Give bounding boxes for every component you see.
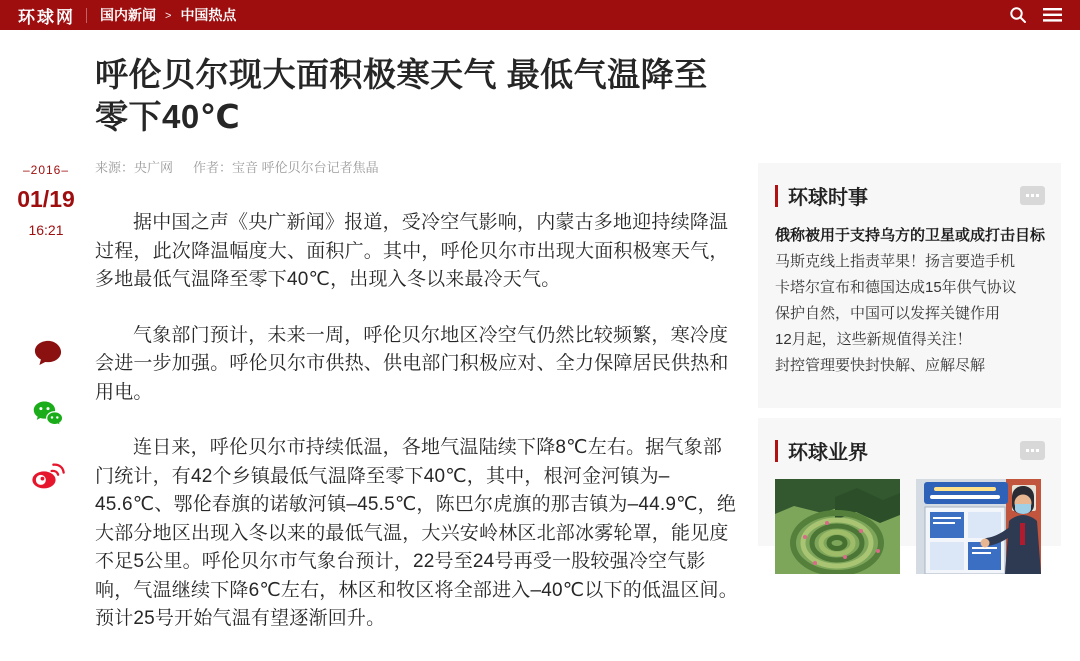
industry-card-title: 环球业界 bbox=[788, 442, 868, 464]
news-card-title: 环球时事 bbox=[788, 187, 868, 209]
article-meta bbox=[95, 157, 741, 176]
article-source: 来源：央广网 bbox=[95, 160, 174, 175]
breadcrumb-current-link[interactable]: 中国热点 bbox=[180, 7, 237, 23]
news-headline-link[interactable]: 卡塔尔宣布和德国达成15年供气协议 bbox=[775, 279, 1017, 296]
sidebar-industry-card bbox=[758, 418, 1061, 546]
more-icon[interactable] bbox=[1020, 441, 1045, 460]
breadcrumb bbox=[100, 5, 236, 25]
top-navigation-bar bbox=[0, 0, 1080, 30]
article bbox=[95, 30, 741, 661]
weibo-icon[interactable] bbox=[31, 458, 65, 492]
comment-icon[interactable] bbox=[31, 336, 65, 370]
more-icon[interactable] bbox=[1020, 186, 1045, 205]
news-headline-link[interactable]: 俄称被用于支持乌方的卫星或成打击目标 bbox=[775, 227, 1045, 244]
article-paragraph: 气象部门预计，未来一周，呼伦贝尔地区冷空气仍然比较频繁，寒冷度会进一步加强。呼伦贝尔市供热、供电部门积极应对、全力保障居民供热和用电。 bbox=[95, 324, 729, 403]
publish-day: 01/19 bbox=[17, 186, 75, 212]
header-divider bbox=[86, 8, 87, 23]
search-icon[interactable] bbox=[1009, 6, 1027, 24]
breadcrumb-separator: > bbox=[165, 10, 172, 22]
promo-board-photo[interactable] bbox=[916, 479, 1041, 574]
sidebar-news-card bbox=[758, 163, 1061, 408]
share-rail bbox=[30, 336, 66, 492]
publish-time: 16:21 bbox=[28, 222, 64, 238]
accent-bar bbox=[775, 440, 778, 462]
article-title: 呼伦贝尔现大面积极寒天气 最低气温降至零下40℃ bbox=[95, 56, 708, 135]
news-headline-link[interactable]: 12月起，这些新规值得关注！ bbox=[775, 331, 972, 348]
tea-terraces-photo[interactable] bbox=[775, 479, 900, 574]
news-list bbox=[775, 223, 1045, 379]
article-paragraph: 连日来，呼伦贝尔市持续低温，各地气温陆续下降8℃左右。据气象部门统计，有42个乡镇最低气温降至零下40℃，其中，根河金河镇为–45.6℃、鄂伦春旗的诺敏河镇–45.5℃，陈巴尔虎旗的那吉镇为–44.9℃，绝大部分地区出现入冬以来的最低气温，大兴安岭林区北部冰雾轮罩，能见度不足5公里。呼伦贝尔市气象台预计，22号至24号再受一股较强冷空气影响，气温继续下降6℃左右，林区和牧区将全部进入–40℃以下的低温区间。预计25号开始气温有望逐渐回升。 bbox=[95, 437, 738, 629]
breadcrumb-section-link[interactable]: 国内新闻 bbox=[100, 7, 156, 23]
news-headline-link[interactable]: 马斯克线上指责苹果！扬言要造手机 bbox=[775, 253, 1016, 270]
article-paragraph: 据中国之声《央广新闻》报道，受冷空气影响，内蒙古多地迎持续降温过程，此次降温幅度大、面积广。其中，呼伦贝尔市出现大面积极寒天气，多地最低气温降至零下40℃，出现入冬以来最冷天气。 bbox=[95, 212, 729, 290]
article-author: 作者：宝音 呼伦贝尔台记者焦晶 bbox=[193, 160, 379, 175]
wechat-icon[interactable] bbox=[31, 397, 65, 431]
site-logo[interactable]: 环球网 bbox=[18, 7, 75, 27]
news-headline-link[interactable]: 封控管理要快封快解、应解尽解 bbox=[775, 357, 986, 374]
article-body bbox=[95, 209, 741, 634]
accent-bar bbox=[775, 185, 778, 207]
publish-year: –2016– bbox=[22, 163, 70, 177]
news-headline-link[interactable]: 保护自然，中国可以发挥关键作用 bbox=[775, 305, 1001, 322]
publish-date-block bbox=[0, 163, 92, 238]
menu-icon[interactable] bbox=[1043, 8, 1062, 22]
